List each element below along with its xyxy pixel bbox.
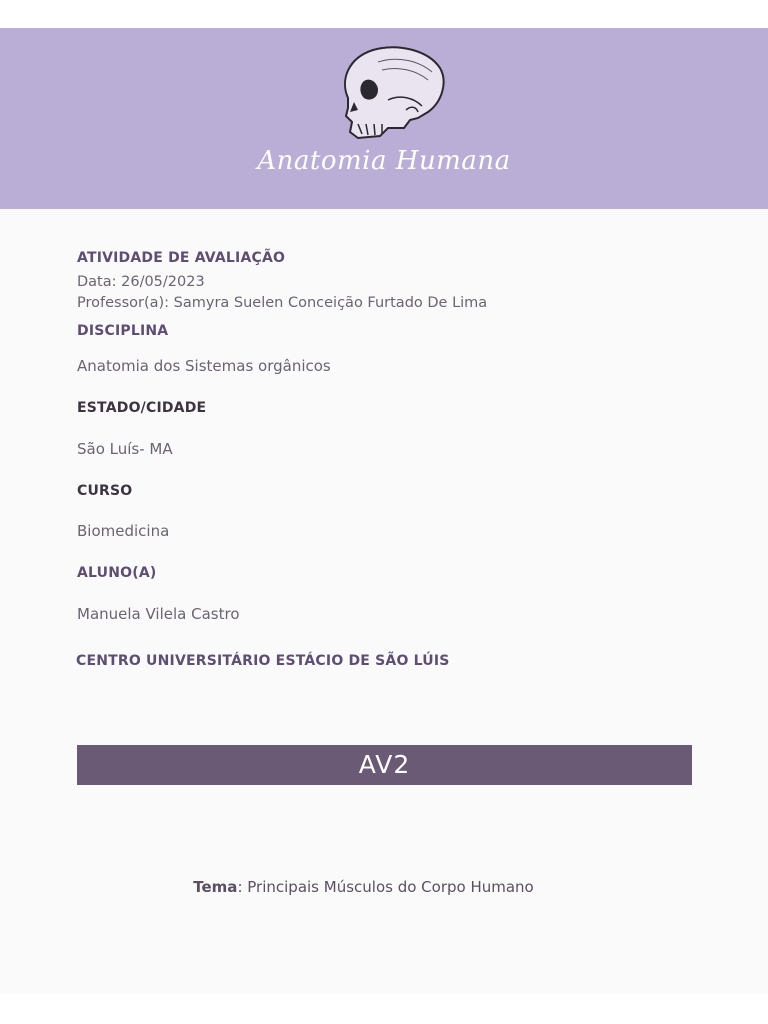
activity-label: ATIVIDADE DE AVALIAÇÃO <box>77 250 286 266</box>
institution-name: CENTRO UNIVERSITÁRIO ESTÁCIO DE SÃO LÚIS <box>76 653 450 669</box>
theme-label: Tema <box>193 878 238 896</box>
course-value: Biomedicina <box>77 522 170 540</box>
date-text: Data: 26/05/2023 <box>77 274 205 290</box>
header-banner <box>0 28 768 209</box>
skull-icon <box>318 40 448 144</box>
theme-line <box>0 878 727 896</box>
theme-value: : Principais Músculos do Corpo Humano <box>237 878 534 896</box>
professor-text: Professor(a): Samyra Suelen Conceição Furtado De Lima <box>77 295 488 311</box>
av-label: AV2 <box>358 750 411 779</box>
student-label: ALUNO(A) <box>77 565 157 581</box>
student-value: Manuela Vilela Castro <box>77 605 240 623</box>
header-title: Anatomia Humana <box>257 146 511 176</box>
discipline-value: Anatomia dos Sistemas orgânicos <box>77 357 331 375</box>
av-banner <box>77 745 692 785</box>
course-label: CURSO <box>77 483 133 499</box>
state-value: São Luís- MA <box>77 440 173 458</box>
document-page <box>0 28 768 994</box>
discipline-label: DISCIPLINA <box>77 323 169 339</box>
state-label: ESTADO/CIDADE <box>77 400 207 416</box>
